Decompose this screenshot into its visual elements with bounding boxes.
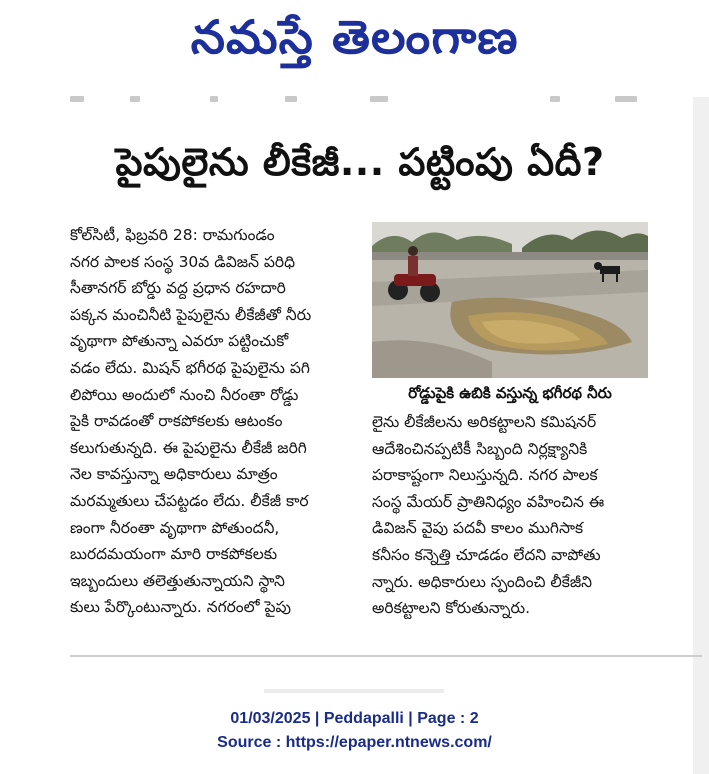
article-text-line: మరమ్మతులు చేపట్టడం లేదు. లీకేజీ కార	[70, 491, 309, 510]
article-text-line: నెల కావస్తున్నా అధికారులు మాత్రం	[70, 465, 278, 484]
photo-caption: రోడ్డుపైకి ఉబికి వస్తున్న భగీరథ నీరు	[408, 384, 612, 402]
article-text-line: సీతానగర్ బోర్డు వద్ద ప్రధాన రహదారి	[70, 279, 286, 298]
article-text-line: కోల్‌సిటీ, ఫిబ్రవరి 28: రామగుండం	[70, 226, 275, 244]
article-headline: పైపులైను లీకేజీ... పట్టింపు ఏదీ?	[115, 140, 605, 184]
article-text-line: నగర పాలక సంస్థ 30వ డివిజన్ పరిధి	[70, 252, 296, 271]
cut-off-text-strip	[70, 96, 650, 104]
masthead	[0, 6, 709, 68]
page-edge-strip	[693, 97, 709, 774]
article-text-line: న్నారు. అధికారులు స్పందించి లీకేజీని	[372, 572, 593, 591]
article-text-line: కనీసం కన్నెత్తి చూడడం లేదని వాపోతు	[372, 545, 601, 564]
article-text-line: డివిజన్ వైపు పదవీ కాలం ముగిసాక	[372, 519, 584, 538]
article-text-line: కులు పేర్కొంటున్నారు. నగరంలో పైపు	[70, 598, 292, 617]
article-text-line: సంస్థ మేయర్ ప్రాతినిధ్యం వహించిన ఈ	[372, 492, 605, 511]
article-text-line: ఇబ్బందులు తలెత్తుతున్నాయని స్థాని	[70, 571, 285, 590]
faint-scan-mark	[264, 689, 444, 693]
article-text-line: లిపోయి అందులో నుంచి నీరంతా రోడ్డు	[70, 385, 299, 404]
article-text-line: బురదమయంగా మారి రాకపోకలకు	[70, 545, 278, 564]
article-text-line: ణంగా నీరంతా వృథాగా పోతుందనీ,	[70, 518, 280, 537]
footer-date-line: 01/03/2025 | Peddapalli | Page : 2	[230, 710, 479, 727]
newspaper-logo: నమస్తే తెలంగాణ	[190, 10, 519, 64]
article-text-line: లైను లీకేజీలను అరికట్టాలని కమిషనర్	[372, 413, 597, 431]
article-text-line: కలుగుతున్నది. ఈ పైపులైను లీకేజీ జరిగి	[70, 438, 307, 457]
page-bottom-rule	[70, 655, 702, 657]
article-photo	[372, 222, 648, 378]
article-column-right	[372, 409, 647, 622]
article-text-line: వృథాగా పోతున్నా ఎవరూ పట్టించుకో	[70, 332, 289, 351]
article-text-line: అరికట్టాలని కోరుతున్నారు.	[372, 599, 531, 618]
footer-source-line: Source : https://epaper.ntnews.com/	[217, 734, 492, 751]
article-text-line: పైకి రావడంతో రాకపోకలకు ఆటంకం	[70, 412, 283, 431]
article-text-line: పరాకాష్టంగా నిలుస్తున్నది. నగర పాలక	[372, 466, 598, 485]
article-text-line: పక్కన మంచినీటి పైపులైను లీకేజీతో నీరు	[70, 305, 312, 324]
article-text-line: ఆదేశించినప్పటికీ సిబ్బంది నిర్లక్ష్యానికి	[372, 439, 588, 458]
article-column-left	[70, 222, 358, 621]
article-text-line: వడం లేదు. మిషన్ భగీరథ పైపులైను పగి	[70, 358, 310, 377]
